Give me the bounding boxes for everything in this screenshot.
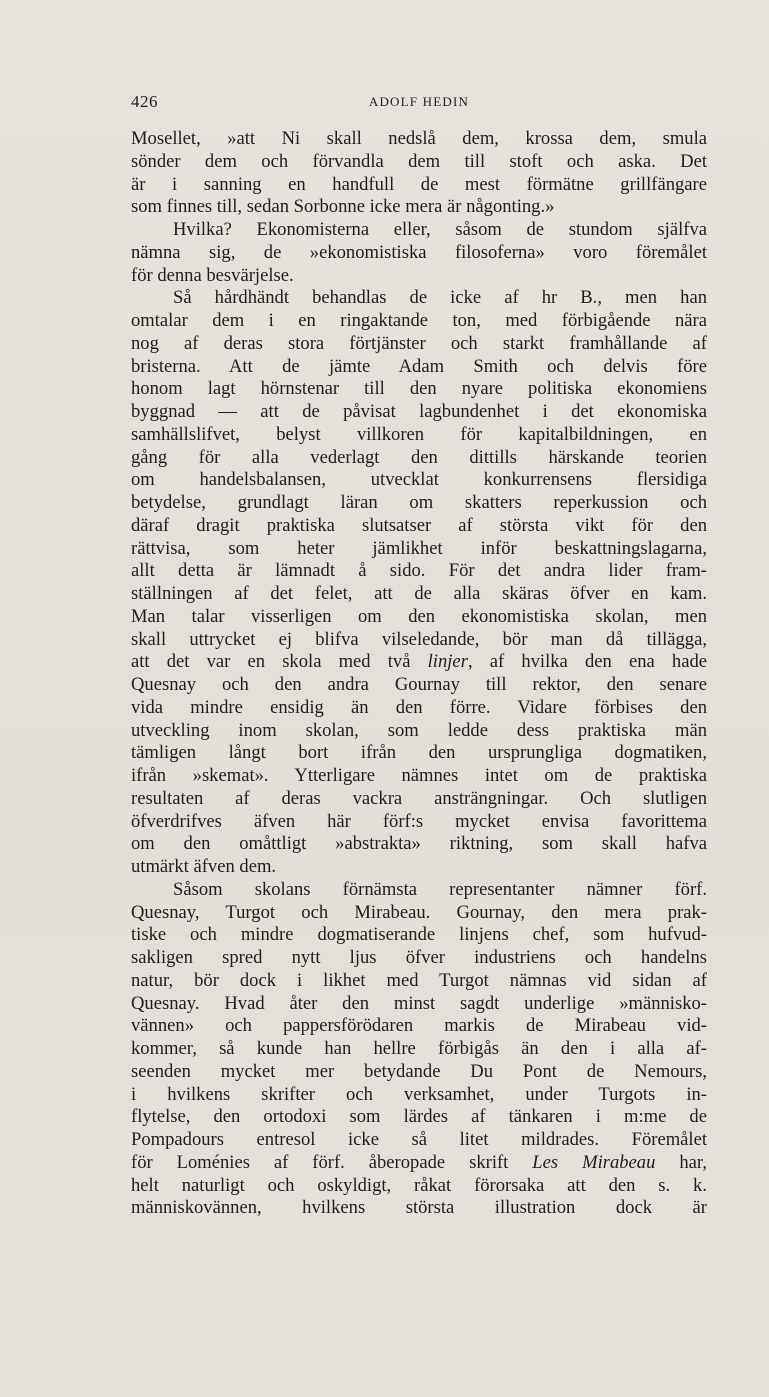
- text-line: samhällslifvet, belyst villkoren för kapitalbildningen, en: [131, 423, 707, 445]
- text-run: har,: [655, 1151, 707, 1173]
- text-run: för Loménies af förf. åberopade skrift: [131, 1151, 533, 1173]
- text-line: bristerna. Att de jämte Adam Smith och delvis före: [131, 355, 707, 377]
- text-line: ifrån »skemat». Ytterligare nämnes intet om de praktiska: [131, 765, 707, 786]
- text-line: Quesnay och den andra Gournay till rektor, den senare: [131, 674, 707, 695]
- text-line: Så hårdhändt behandlas de icke af hr B., men han: [173, 287, 707, 309]
- text-line: sönder dem och förvandla dem till stoft och aska. Det: [131, 150, 707, 172]
- text-line: natur, bör dock i likhet med Turgot nämnas vid sidan af: [131, 969, 707, 991]
- text-line: nog af deras stora förtjänster och starkt framhållande af: [131, 332, 707, 354]
- page-number: 426: [131, 92, 158, 111]
- text-run: , af hvilka den ena hade: [467, 651, 708, 673]
- text-line: för denna besvärjelse.: [131, 264, 294, 286]
- running-head: ADOLF HEDIN: [368, 94, 470, 109]
- text-line: om handelsbalansen, utvecklat konkurrensens flersidiga: [131, 469, 707, 491]
- text-line: [131, 1152, 707, 1175]
- italic-run: linjer: [427, 651, 468, 673]
- italic-run: Les Mirabeau: [532, 1151, 656, 1173]
- text-line: skall uttrycket ej blifva vilseledande, bör man då tillägga,: [131, 628, 707, 650]
- text-line: honom lagt hörnstenar till den nyare politiska ekonomiens: [131, 378, 707, 400]
- text-line: Quesnay. Hvad åter den minst sagdt underlige »människo-: [131, 992, 707, 1014]
- text-line: i hvilkens skrifter och verksamhet, under Turgots in-: [131, 1083, 707, 1105]
- text-line: resultaten af deras vackra ansträngningar. Och slutligen: [131, 787, 707, 809]
- text-line: ställningen af det felet, att de alla skäras öfver en kam.: [131, 583, 707, 604]
- text-line: seenden mycket mer betydande Du Pont de Nemours,: [131, 1060, 707, 1082]
- text-line: nämna sig, de »ekonomistiska filosoferna» voro föremålet: [131, 241, 707, 263]
- text-line: kommer, så kunde han hellre förbigås än den i alla af-: [131, 1038, 707, 1059]
- text-line: rättvisa, som heter jämlikhet inför beskattningslagarna,: [131, 537, 707, 559]
- text-line: betydelse, grundlagt läran om skatters reperkussion och: [131, 492, 707, 513]
- text-line: sakligen spred nytt ljus öfver industriens och handelns: [131, 947, 707, 968]
- text-line: människovännen, hvilkens största illustration dock är: [131, 1197, 707, 1219]
- text-line: gång för alla vederlagt den dittills härskande teorien: [131, 446, 707, 468]
- text-line: öfverdrifves äfven här förf:s mycket envisa favorittema: [131, 810, 707, 832]
- text-line: vida mindre ensidig än den förre. Vidare förbises den: [131, 696, 707, 718]
- text-line: Mosellet, »att Ni skall nedslå dem, krossa dem, smula: [131, 128, 707, 149]
- text-line: är i sanning en handfull de mest förmätne grillfängare: [131, 173, 707, 195]
- text-line: vännen» och pappersförödaren markis de Mirabeau vid-: [131, 1015, 707, 1037]
- text-line: som finnes till, sedan Sorbonne icke mera är någonting.»: [131, 196, 555, 218]
- text-line: Pompadours entresol icke så litet mildrades. Föremålet: [131, 1129, 707, 1150]
- text-run: att det var en skola med två: [131, 651, 428, 673]
- text-line: omtalar dem i en ringaktande ton, med förbigående nära: [131, 310, 707, 331]
- text-line: Quesnay, Turgot och Mirabeau. Gournay, den mera prak-: [131, 901, 707, 923]
- text-line: helt naturligt och oskyldigt, råkat förorsaka att den s. k.: [131, 1174, 707, 1196]
- text-line: Såsom skolans förnämsta representanter nämner förf.: [173, 878, 707, 900]
- body-text: [131, 128, 707, 1220]
- text-line: [131, 651, 707, 674]
- text-line: tämligen långt bort ifrån den ursprungliga dogmatiken,: [131, 742, 707, 764]
- text-line: allt detta är lämnadt å sido. För det andra lider fram-: [131, 560, 707, 582]
- text-line: tiske och mindre dogmatiserande linjens chef, som hufvud-: [131, 924, 707, 946]
- text-line: flytelse, den ortodoxi som lärdes af tänkaren i m:me de: [131, 1106, 707, 1128]
- text-line: utveckling inom skolan, som ledde dess praktiska män: [131, 719, 707, 741]
- text-line: Hvilka? Ekonomisterna eller, såsom de stundom själfva: [173, 219, 707, 240]
- page-header: [131, 92, 707, 114]
- text-line: utmärkt äfven dem.: [131, 856, 277, 877]
- text-line: om den omåttligt »abstrakta» riktning, som skall hafva: [131, 833, 707, 855]
- text-line: Man talar visserligen om den ekonomistiska skolan, men: [131, 605, 707, 627]
- text-line: byggnad — att de påvisat lagbundenhet i det ekonomiska: [131, 401, 707, 422]
- text-line: däraf dragit praktiska slutsatser af största vikt för den: [131, 514, 707, 536]
